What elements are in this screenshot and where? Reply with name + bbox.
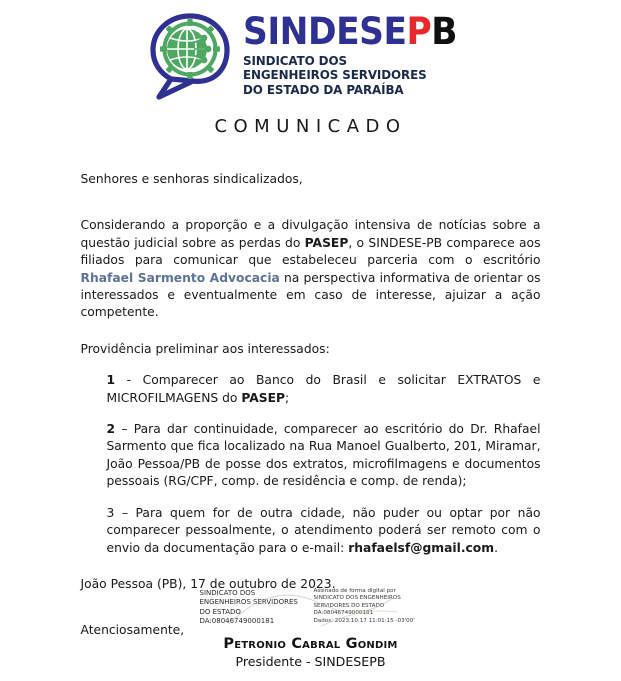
intro-pasep-bold: PASEP <box>304 235 349 250</box>
signatory-role: Presidente - SINDESEPB <box>235 654 386 669</box>
item-2-text: – Para dar continuidade, comparecer ao escritório do Dr. Rhafael Sarmento que fica localizado na Rua Manoel Gualberto, 201, Miramar, João Pessoa/PB de posse dos extratos, microfilmagens e documentos pessoais (RG/CPF, comp. de residência e comp. de renda); <box>106 422 541 489</box>
stamp-right-line-3: SERVIDORES DO ESTADO <box>313 602 385 609</box>
stamp-left-line-4: DA:08046749000181 <box>199 617 275 626</box>
sindesepb-globe-gear-pin-logo <box>147 11 233 101</box>
digital-signature-stamps <box>0 586 621 634</box>
stamp-right-line-1: Assinado de forma digital por <box>313 588 396 594</box>
intro-text-middle: , o SINDESE-PB comparece aos filiados para comunicar que estabeleceu parceria com o escritório <box>80 235 541 268</box>
item-3-text-after: . <box>494 540 498 555</box>
intro-text-after: na perspectiva informativa de orientar os interessados e eventualmente em caso de interesse, ajuizar a ação competente. <box>80 270 541 320</box>
signature-stamp-left <box>200 586 304 634</box>
dateline: João Pessoa (PB), 17 de outubro de 2023. <box>80 576 336 591</box>
law-firm-name: Rhafael Sarmento Advocacia <box>80 270 280 285</box>
stamp-left-line-1: SINDICATO DOS <box>199 589 256 597</box>
item-1-text: - Comparecer ao Banco do Brasil e solicitar EXTRATOS e MICROFILMAGENS do <box>106 373 541 405</box>
signature-stamp-right <box>314 586 422 634</box>
intro-paragraph <box>81 217 541 321</box>
item-1-text-after: ; <box>285 390 290 405</box>
stamp-right-line-4: DA:08046749000181 <box>313 610 374 617</box>
list-item <box>81 421 541 491</box>
wordmark-sindese: SINDESE <box>243 9 407 53</box>
organization-subtitle-line-1: SINDICATO DOS <box>243 52 348 68</box>
letterhead-text <box>243 9 473 100</box>
organization-wordmark <box>243 9 458 53</box>
wordmark-b: B <box>431 9 458 53</box>
wordmark-p: P <box>406 9 432 53</box>
closing-line: Atenciosamente, <box>80 623 185 638</box>
item-number-3: 3 <box>106 505 115 520</box>
document-body <box>81 137 541 640</box>
item-3-text: – Para quem for de outra cidade, não puder ou optar por não comparecer pessoalmente, o atendimento poderá ser remoto com o envio da documentação para o e-mail: <box>106 505 541 555</box>
list-item <box>81 505 541 557</box>
stamp-right-line-2: SINDICATO DOS ENGENHEIROS <box>313 595 401 602</box>
organization-subtitle <box>243 54 464 98</box>
organization-subtitle-line-3: DO ESTADO DA PARAÍBA <box>243 81 404 97</box>
list-item <box>81 372 541 407</box>
organization-subtitle-line-2: ENGENHEIROS SERVIDORES <box>243 67 428 83</box>
stamp-left-line-2: ENGENHEIROS SERVIDORES <box>199 598 298 607</box>
page-title: COMUNICADO <box>214 116 407 137</box>
item-1-bold-term: PASEP <box>241 390 286 405</box>
item-number-2: 2 <box>106 422 116 437</box>
contact-email: rhafaelsf@gmail.com <box>348 540 495 555</box>
signatory-name: Petronio Cabral Gondim <box>223 636 398 652</box>
lead-in-line: Providência preliminar aos interessados: <box>80 341 330 356</box>
stamp-left-line-3: DO ESTADO <box>199 607 241 616</box>
letterhead <box>0 0 621 98</box>
item-number-1: 1 <box>106 373 116 388</box>
signature-block <box>0 586 621 669</box>
intro-text-before: Considerando a proporção e a divulgação intensiva de notícias sobre a questão judicial sobre as perdas do <box>80 218 541 250</box>
stamp-right-line-5: Dados: 2023.10.17 11:01:15 -03'00' <box>313 617 415 624</box>
greeting-line: Senhores e senhoras sindicalizados, <box>80 172 303 186</box>
